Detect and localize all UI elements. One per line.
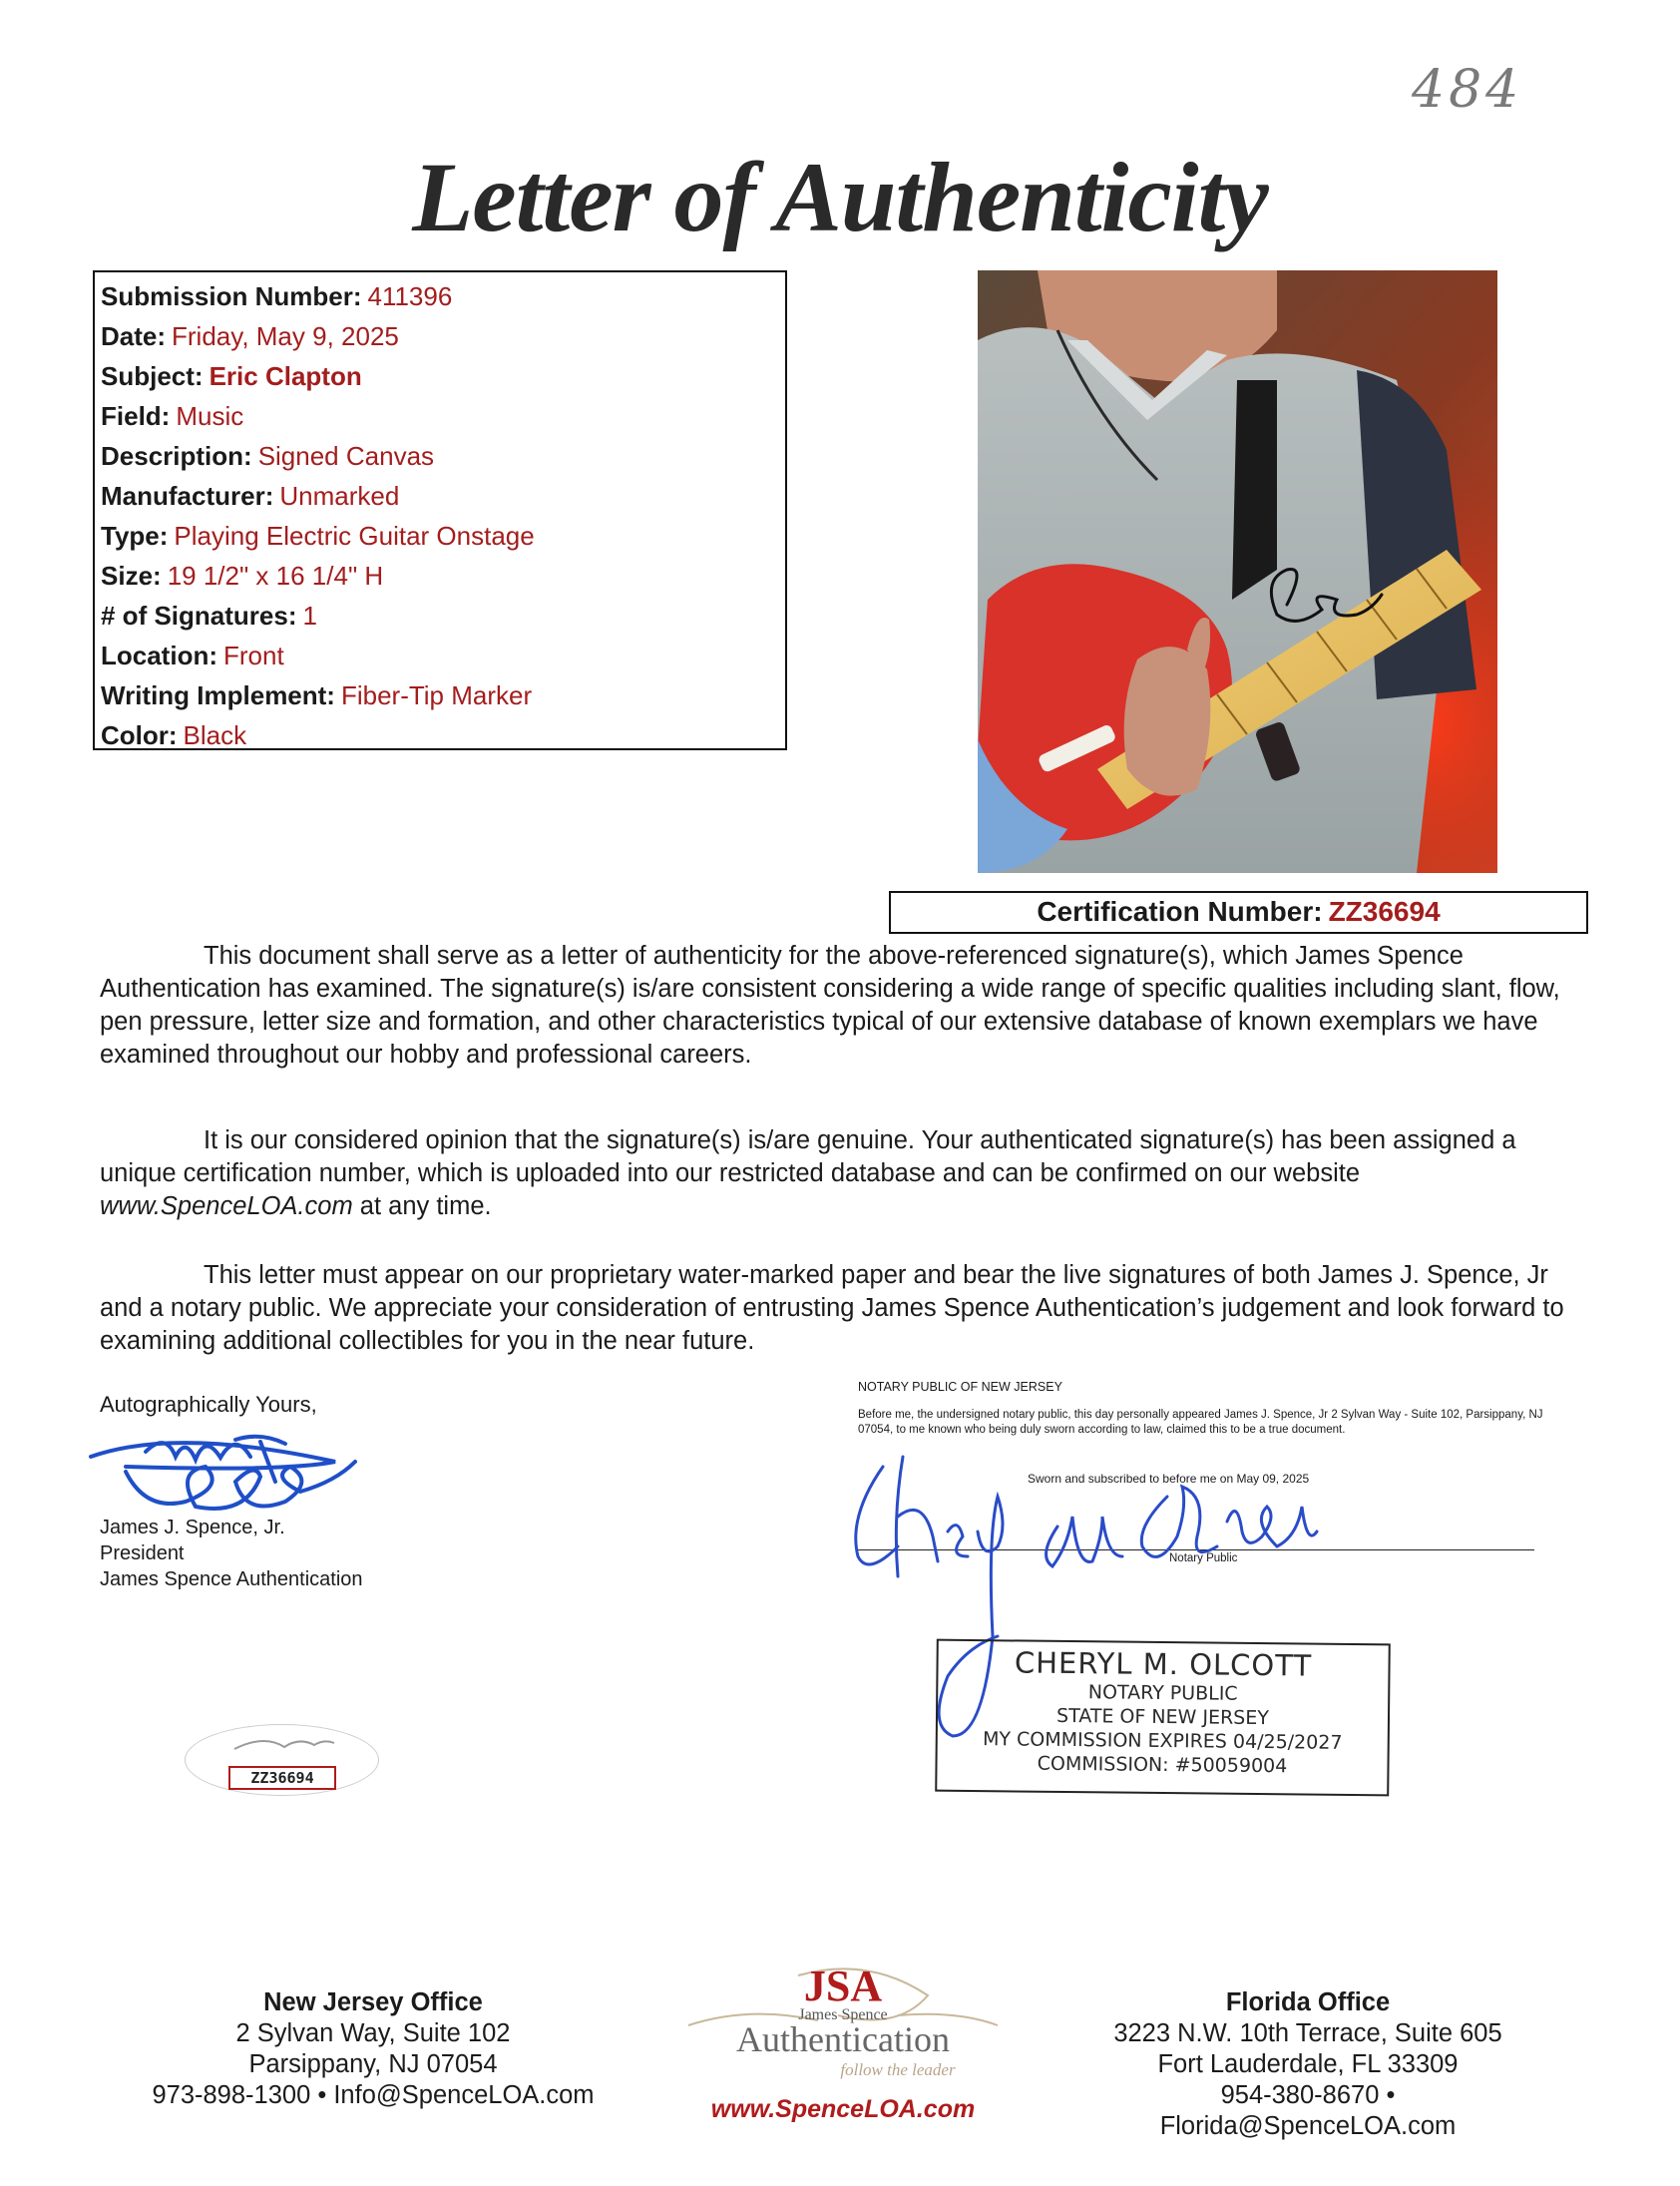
notary-heading: NOTARY PUBLIC OF NEW JERSEY: [858, 1380, 1062, 1394]
info-value: 411396: [367, 281, 453, 311]
office-address-line: 2 Sylvan Way, Suite 102: [235, 2019, 511, 2047]
notary-stamp: [935, 1639, 1391, 1797]
stamp-line: COMMISSION: #50059004: [1037, 1752, 1288, 1778]
office-address-line: 3223 N.W. 10th Terrace, Suite 605: [1113, 2019, 1502, 2047]
certification-number: ZZ36694: [1328, 896, 1441, 927]
info-value: Playing Electric Guitar Onstage: [174, 521, 535, 551]
info-value: 19 1/2" x 16 1/4" H: [167, 561, 384, 591]
info-label: Field:: [101, 401, 171, 431]
sticker-signature: [224, 1729, 344, 1759]
info-row-signature-count: [101, 596, 785, 636]
info-label: Submission Number:: [101, 281, 362, 311]
info-row-date: [101, 316, 785, 356]
paragraph-opinion: [100, 1124, 1586, 1223]
paragraph-examination: [100, 940, 1586, 1072]
office-title: Florida Office: [1225, 1988, 1391, 2016]
office-address-line: Fort Lauderdale, FL 33309: [1157, 2050, 1459, 2078]
info-value: Signed Canvas: [257, 441, 435, 471]
office-contact: 973-898-1300 • Info@SpenceLOA.com: [152, 2081, 595, 2109]
office-florida: [1078, 1987, 1537, 2142]
info-row-manufacturer: [101, 476, 785, 516]
james-spence-signature: [86, 1412, 375, 1527]
info-row-field: [101, 396, 785, 436]
paragraph-text: This letter must appear on our proprietary water-marked paper and bear the live signatures of both James J. Spence, Jr and a notary public. We appreciate your consideration of entrusting James Spence Authentication’s judgement and look forward to examining additional collectibles for you in the near future.: [100, 1261, 1564, 1355]
signer-title: President: [100, 1542, 185, 1564]
info-value: Black: [183, 720, 247, 750]
logo-acronym: JSA: [803, 1962, 883, 2010]
paragraph-text: It is our considered opinion that the signature(s) is/are genuine. Your authenticated signature(s) has been assigned a unique certification number, which is uploaded into our restricted database and can be confirmed on our website: [100, 1126, 1516, 1187]
notary-line-label: Notary Public: [1169, 1552, 1238, 1564]
certification-label: Certification Number:: [1037, 896, 1323, 927]
info-row-color: [101, 715, 785, 755]
paragraph-text: This document shall serve as a letter of authenticity for the above-referenced signature(s), which James Spence Authentication has examined. The signature(s) is/are consistent considering a wide range of specific qualities including slant, flow, pen pressure, letter size and formation, and other characteristics typical of our extensive database of known exemplars we have examined throughout our hobby and professional careers.: [100, 942, 1560, 1069]
signer-company: James Spence Authentication: [100, 1568, 363, 1590]
office-title: New Jersey Office: [263, 1988, 483, 2016]
info-label: Subject:: [101, 361, 204, 391]
info-value: Eric Clapton: [209, 361, 362, 391]
info-value: Unmarked: [279, 481, 400, 511]
info-row-location: [101, 636, 785, 675]
paragraph-text: at any time.: [352, 1192, 492, 1220]
logo-tagline: follow the leader: [840, 2060, 956, 2079]
closing-line: Autographically Yours,: [100, 1392, 317, 1417]
info-label: Date:: [101, 321, 167, 351]
office-address-line: Parsippany, NJ 07054: [248, 2050, 498, 2078]
logo-wordmark: Authentication: [736, 2019, 950, 2059]
info-label: Size:: [101, 561, 162, 591]
certification-number-box: [889, 891, 1588, 934]
info-label: Color:: [101, 720, 178, 750]
paragraph-requirements: [100, 1259, 1586, 1358]
item-photo: [978, 270, 1497, 873]
info-row-submission-number: [101, 276, 785, 316]
info-value: Friday, May 9, 2025: [172, 321, 399, 351]
notary-statement: Before me, the undersigned notary public, this day personally appeared James J. Spence, Jr 2 Sylvan Way - Suite 102, Parsippany, NJ 07054, to me known who being duly sworn according to law, claimed this to be a true document.: [858, 1409, 1543, 1436]
info-value: Music: [176, 401, 244, 431]
info-label: Type:: [101, 521, 169, 551]
document-number: 484: [1412, 60, 1523, 120]
stamp-notary-name: CHERYL M. OLCOTT: [1014, 1645, 1313, 1683]
website-link[interactable]: www.SpenceLOA.com: [100, 1192, 353, 1220]
info-row-type: [101, 516, 785, 556]
info-row-description: [101, 436, 785, 476]
info-label: Manufacturer:: [101, 481, 274, 511]
info-label: Location:: [101, 641, 217, 670]
submission-info-box: [93, 270, 787, 750]
stamp-line: STATE OF NEW JERSEY: [1055, 1704, 1270, 1730]
info-label: Description:: [101, 441, 252, 471]
stamp-line: NOTARY PUBLIC: [1087, 1681, 1238, 1705]
footer-website[interactable]: www.SpenceLOA.com: [710, 2095, 976, 2123]
info-row-subject: [101, 356, 785, 396]
signer-name: James J. Spence, Jr.: [100, 1517, 285, 1538]
office-contact: 954-380-8670 • Florida@SpenceLOA.com: [1159, 2081, 1457, 2140]
info-value: Front: [223, 641, 284, 670]
office-new-jersey: [144, 1987, 603, 2111]
page-title: Letter of Authenticity: [412, 142, 1268, 252]
info-row-size: [101, 556, 785, 596]
info-row-writing-implement: [101, 675, 785, 715]
info-label: # of Signatures:: [101, 601, 297, 631]
info-label: Writing Implement:: [101, 680, 335, 710]
logo-company-name: James Spence: [798, 2006, 888, 2023]
stamp-line: MY COMMISSION EXPIRES 04/25/2027: [982, 1728, 1343, 1754]
jsa-logo: [668, 1956, 1018, 2095]
info-value: Fiber-Tip Marker: [340, 680, 533, 710]
sticker-certification-number: ZZ36694: [228, 1766, 336, 1790]
notary-sworn-date: Sworn and subscribed to before me on May 09, 2025: [1028, 1472, 1310, 1486]
info-value: 1: [302, 601, 317, 631]
